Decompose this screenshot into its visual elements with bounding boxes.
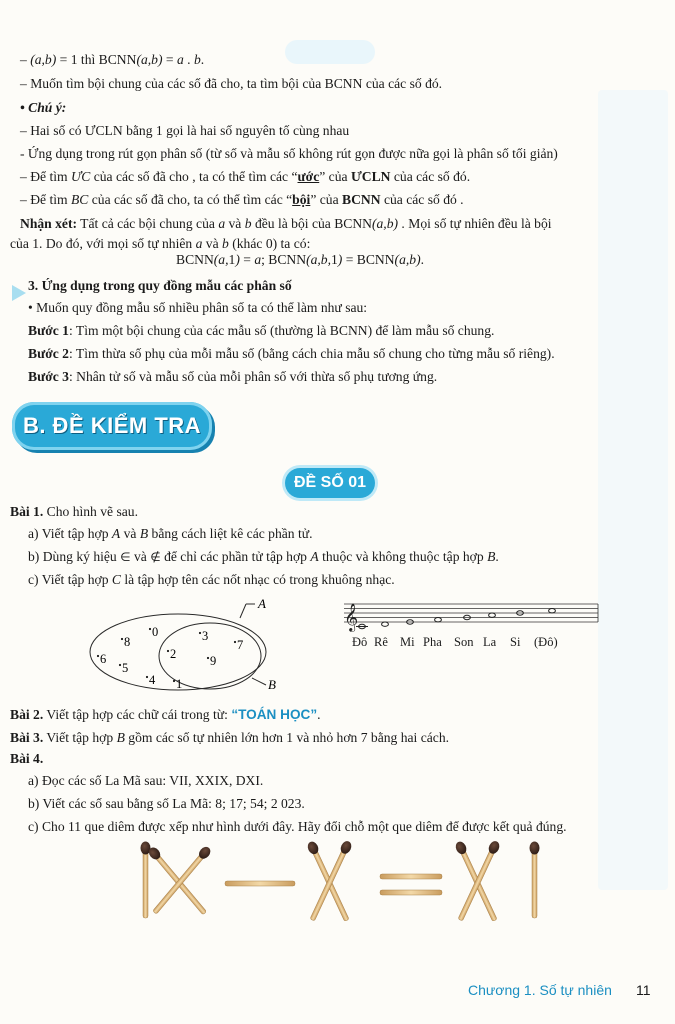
venn-element: 1	[176, 677, 183, 691]
set-b-pointer	[252, 678, 266, 685]
section-3-title: 3. Ứng dụng trong quy đồng mẫu các phân số	[28, 278, 292, 293]
text: của các số đã cho, ta có thể tìm các “	[88, 192, 293, 207]
venn-dot	[234, 641, 236, 643]
question-label: Bài 3.	[10, 730, 44, 745]
step-3	[28, 368, 437, 386]
venn-dot	[121, 638, 123, 640]
venn-element: 9	[210, 654, 217, 668]
text: (khác 0) ta có:	[228, 236, 311, 251]
text: b) Dùng ký hiệu	[28, 549, 121, 564]
match-head	[530, 842, 540, 855]
question-label: Bài 2.	[10, 707, 44, 722]
note-head	[435, 618, 442, 622]
remark-label: Nhận xét:	[20, 216, 78, 231]
text: của các số đã cho , ta có thể tìm các “	[90, 169, 298, 184]
venn-dot	[207, 657, 209, 659]
remark-line-2: của 1. Do đó, với mọi số tự nhiên a và b (khác 0) ta có:	[10, 236, 311, 251]
text: đều là bội của BCNN	[251, 216, 372, 231]
text: ƯCLN	[350, 169, 391, 184]
question-4: Bài 4.	[10, 751, 44, 766]
text: ” của	[310, 192, 343, 207]
highlighted-word: “TOÁN HỌC”	[231, 707, 318, 722]
matchstick	[530, 842, 540, 919]
venn-element: 3	[202, 629, 209, 643]
step-text: : Tìm một bội chung của các mẫu số (thường là BCNN) để làm mẫu số chung.	[68, 323, 495, 338]
chapter-footer: Chương 1. Số tự nhiên	[468, 982, 612, 998]
venn-dot	[97, 655, 99, 657]
theory-line-6	[20, 191, 464, 209]
step-2	[28, 345, 555, 363]
note-heading: • Chú ý:	[20, 100, 67, 115]
question-3: Bài 3. Viết tập hợp B gồm các số tự nhiên lớn hơn 1 và nhỏ hơn 7 bằng hai cách.	[10, 730, 450, 745]
question-4a: a) Đọc các số La Mã sau: VII, XXIX, DXI.	[28, 773, 264, 788]
theory-line-5	[20, 168, 470, 186]
matchstick-body	[225, 881, 295, 886]
text: và	[202, 236, 223, 251]
formula-line: BCNN(a,1) = a; BCNN(a,b,1) = BCNN(a,b).	[176, 252, 424, 267]
venn-dot	[149, 628, 151, 630]
step-text: : Nhân tử số và mẫu số của mỗi phân số với thừa số phụ tương ứng.	[68, 369, 438, 384]
venn-element: 4	[149, 673, 156, 687]
set-b-label: B	[268, 677, 276, 692]
question-1b: b) Dùng ký hiệu ∈ và ∉ để chỉ các phần tử tập hợp A thuộc và không thuộc tập hợp B.	[28, 549, 499, 564]
note-name: Si	[510, 635, 521, 649]
matchstick-body	[143, 850, 148, 918]
venn-dot	[173, 680, 175, 682]
venn-element: 8	[124, 635, 131, 649]
question-label: Bài 1.	[10, 504, 44, 519]
question-1	[10, 503, 138, 521]
matchstick-body	[380, 874, 442, 879]
text: ƯC	[70, 169, 91, 184]
set-a-pointer	[240, 604, 246, 618]
note-head	[549, 609, 556, 613]
matchstick-body	[380, 890, 442, 895]
treble-clef-icon: 𝄞	[344, 603, 359, 631]
text: .	[317, 707, 321, 722]
text: – Để tìm	[20, 192, 71, 207]
theory-line-4: - Ứng dụng trong rút gọn phân số (từ số và mẫu số không rút gọn được nữa gọi là phân số tối giản)	[20, 146, 558, 161]
text: bội	[292, 192, 311, 207]
step-text: : Tìm thừa số phụ của mỗi mẫu số (bằng cách chia mẫu số chung cho từng mẫu số riêng).	[68, 346, 555, 361]
text: của 1. Do đó, với mọi số tự nhiên	[10, 236, 196, 251]
text: ước	[297, 169, 320, 184]
matchstick	[380, 874, 442, 879]
question-4b: b) Viết các số sau bằng số La Mã: 8; 17; 54; 2 023.	[28, 796, 305, 811]
text: và	[130, 549, 151, 564]
question-1a: a) Viết tập hợp A và B bằng cách liệt kê các phần tử.	[28, 526, 313, 541]
text: Tất cả các bội chung của	[77, 216, 219, 231]
step-label: Bước 1	[28, 323, 69, 338]
question-4c: c) Cho 11 que diêm được xếp như hình dưới đây. Hãy đổi chỗ một que diêm để được kết quả đúng.	[28, 819, 567, 834]
matchstick	[380, 890, 442, 895]
venn-diagram	[80, 592, 290, 698]
section-b-title: B. ĐỀ KIỂM TRA	[22, 413, 202, 438]
theory-line-3: – Hai số có ƯCLN bằng 1 gọi là hai số nguyên tố cùng nhau	[20, 123, 350, 138]
venn-dot	[119, 664, 121, 666]
section-3-intro: • Muốn quy đồng mẫu số nhiều phân số ta có thể làm như sau:	[28, 300, 368, 315]
venn-element: 0	[152, 625, 159, 639]
matchstick-body	[532, 850, 537, 918]
venn-dot	[146, 676, 148, 678]
text: Cho hình vẽ sau.	[43, 504, 139, 519]
text: Viết tập hợp các chữ cái trong từ:	[43, 707, 232, 722]
note-name: La	[483, 635, 497, 649]
note-name: Đô	[352, 635, 368, 649]
exam-number-badge	[285, 468, 375, 498]
text: và	[120, 526, 140, 541]
question-1c: c) Viết tập hợp C là tập hợp tên các nốt nhạc có trong khuông nhạc.	[28, 572, 395, 587]
matchstick	[225, 881, 295, 886]
exam-number-label: ĐỀ SỐ 01	[293, 474, 367, 491]
background-decoration-top	[285, 40, 375, 64]
note-name: Mi	[400, 635, 415, 649]
step-label: Bước 2	[28, 346, 69, 361]
text: để chỉ các phần tử tập hợp	[160, 549, 311, 564]
music-staff	[338, 600, 600, 656]
theory-line-1-tail: thì BCNN	[80, 52, 137, 67]
text: a) Viết tập hợp	[28, 526, 112, 541]
background-decoration-right	[598, 90, 668, 890]
text: 7	[360, 730, 368, 745]
text: BC	[70, 192, 89, 207]
note-name: Rê	[374, 635, 388, 649]
venn-dot	[199, 632, 201, 634]
text: của các số đó .	[380, 192, 464, 207]
section-arrow-icon	[12, 285, 26, 301]
page-number: 11	[636, 982, 651, 998]
text: – Để tìm	[20, 169, 71, 184]
text: bằng cách liệt kê các phần tử.	[148, 526, 313, 541]
text: BCNN	[342, 192, 381, 207]
text: thuộc và không thuộc tập hợp	[318, 549, 488, 564]
section-b-banner	[12, 402, 212, 450]
venn-element: 5	[122, 661, 129, 675]
text: c) Viết tập hợp	[28, 572, 112, 587]
text: . Mọi số tự nhiên đều là bội	[398, 216, 552, 231]
theory-line-1: – (a,b) = 1 thì BCNN(a,b) = a . b.	[20, 52, 205, 67]
text: là tập hợp tên các nốt nhạc có trong khuông nhạc.	[120, 572, 395, 587]
venn-dot	[167, 650, 169, 652]
text: gồm các số tự nhiên lớn hơn 1 và nhỏ hơn	[124, 730, 361, 745]
venn-element: 7	[237, 638, 244, 652]
theory-line-2: – Muốn tìm bội chung của các số đã cho, ta tìm bội của BCNN của các số đó.	[20, 76, 443, 91]
venn-element: 6	[100, 652, 107, 666]
note-name: Son	[454, 635, 474, 649]
note-name: (Đô)	[534, 635, 558, 649]
step-label: Bước 3	[28, 369, 69, 384]
text: ” của	[319, 169, 351, 184]
venn-element: 2	[170, 647, 177, 661]
text: bằng hai cách.	[367, 730, 450, 745]
remark-line-1: Nhận xét: Tất cả các bội chung của a và b đều là bội của BCNN(a,b) . Mọi số tự nhiên đều là bội	[20, 216, 552, 231]
question-2	[10, 706, 321, 724]
note-head	[382, 622, 389, 626]
note-name: Pha	[423, 635, 442, 649]
note-head	[489, 613, 496, 617]
text: Viết tập hợp	[43, 730, 117, 745]
text: của các số đó.	[390, 169, 471, 184]
matchstick-puzzle	[130, 838, 550, 928]
text: và	[225, 216, 245, 231]
step-1	[28, 322, 494, 340]
set-a-label: A	[258, 596, 266, 611]
